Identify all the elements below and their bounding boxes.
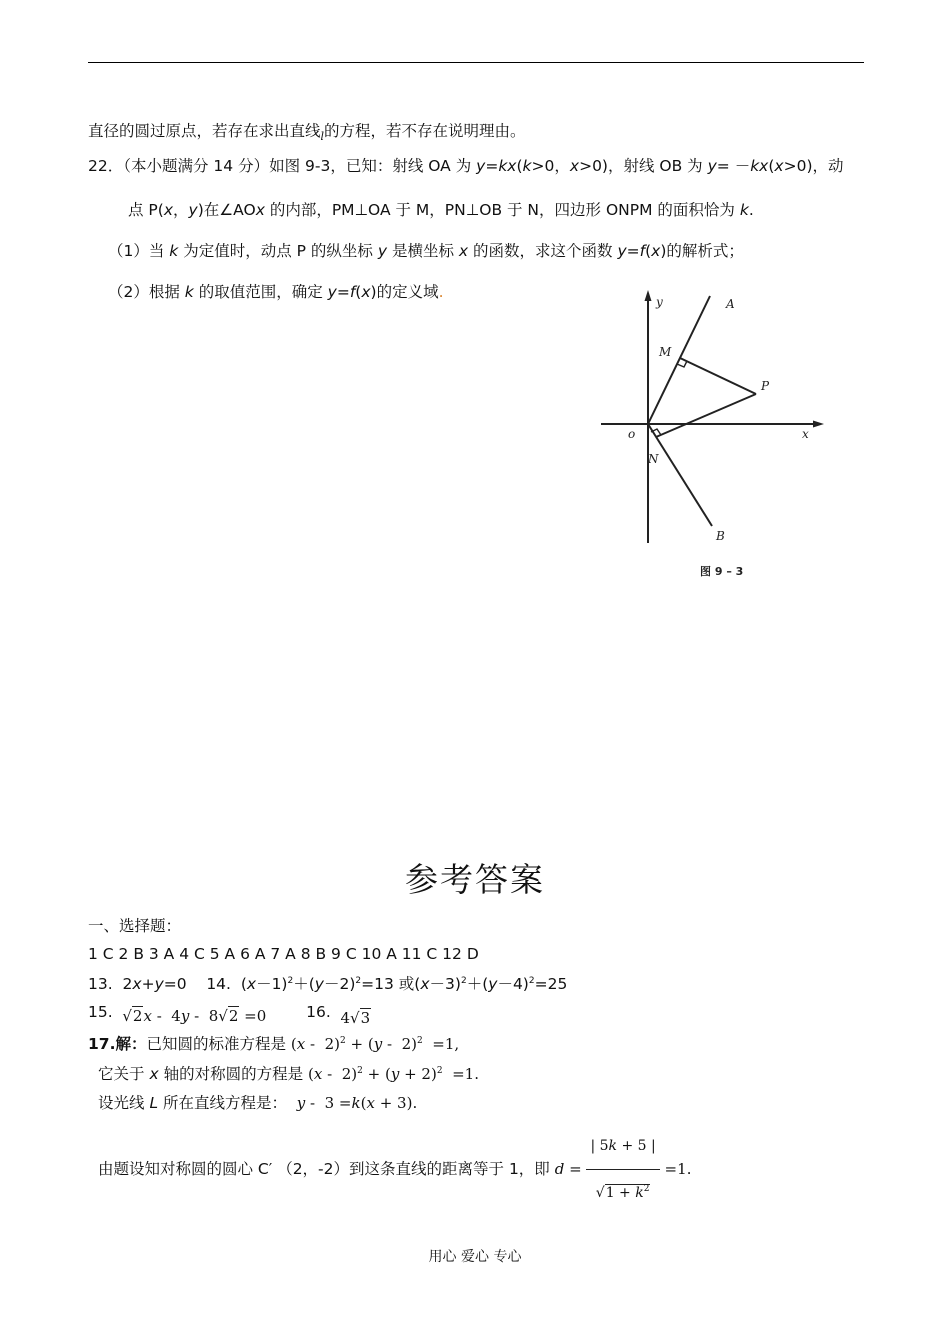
ray-oa bbox=[648, 296, 710, 424]
figure-caption: 图 9 – 3 bbox=[700, 565, 744, 578]
segment-pm bbox=[680, 358, 756, 394]
label-m: M bbox=[659, 345, 672, 359]
segment-pn bbox=[656, 394, 756, 437]
label-b: B bbox=[716, 529, 725, 543]
label-n: N bbox=[648, 452, 659, 466]
q22-sub-1: （1）当 k 为定值时，动点 P 的纵坐标 y 是横坐标 x 的函数，求这个函数 y=f(x)的解析式； bbox=[108, 242, 744, 260]
q17-line-4: 由题设知对称圆的圆心 C′ （2，-2）到这条直线的距离等于 1，即 d = $\frac{| 5k + 5 |}{√1 + k^2}$ =1. bbox=[98, 1124, 692, 1215]
q22-line-2: 点 P(x，y)在∠AOx 的内部，PM⊥OA 于 M，PN⊥OB 于 N，四边形 ONPM 的面积恰为 k. bbox=[128, 201, 754, 219]
label-o: o bbox=[628, 427, 636, 441]
q17-line-1: 17.解：已知圆的标准方程是 (x - 2)$^2$ + (y - 2)$^2$ =1, bbox=[88, 1035, 460, 1053]
label-a: A bbox=[726, 297, 735, 311]
label-y: y bbox=[656, 295, 663, 309]
q17-line-3: 设光线 L 所在直线方程是： y - 3 =k(x + 3). bbox=[98, 1094, 418, 1112]
q21-tail-line: 直径的圆过原点，若存在求出直线$_l$的方程，若不存在说明理由。 bbox=[88, 122, 526, 143]
label-x: x bbox=[802, 427, 809, 441]
q15-q16-answers: 15. √2x - 4y - 8√2 =0 16. 4√3 bbox=[88, 1003, 371, 1027]
header-rule bbox=[88, 62, 864, 63]
answers-title: 参考答案 bbox=[405, 860, 545, 899]
footer-text: 用心 爱心 专心 bbox=[428, 1249, 522, 1265]
q22-sub-2: （2）根据 k 的取值范围，确定 y=f(x)的定义域. bbox=[108, 283, 444, 301]
ray-ob bbox=[648, 424, 712, 526]
q13-q14-answers: 13. 2x+y=0 14. $(x-1)^2+(y-2)^2=13$ 或$(x-3)^2+(y-4)^2=25$ bbox=[88, 975, 568, 993]
label-p: P bbox=[761, 379, 770, 393]
figure-9-3 bbox=[596, 288, 828, 584]
section-choice-heading: 一、选择题： bbox=[88, 917, 182, 935]
mc-answers: 1 C 2 B 3 A 4 C 5 A 6 A 7 A 8 B 9 C 10 A 11 C 12 D bbox=[88, 945, 479, 963]
q22-line-1: 22．（本小题满分 14 分）如图 9-3，已知：射线 OA 为 y=kx(k>0，x>0)，射线 OB 为 y= －kx(x>0)，动 bbox=[88, 157, 844, 175]
q17-line-2: 它关于 x 轴的对称圆的方程是 $(x - 2)^2 + (y + 2)^2 =1$. bbox=[98, 1065, 479, 1083]
